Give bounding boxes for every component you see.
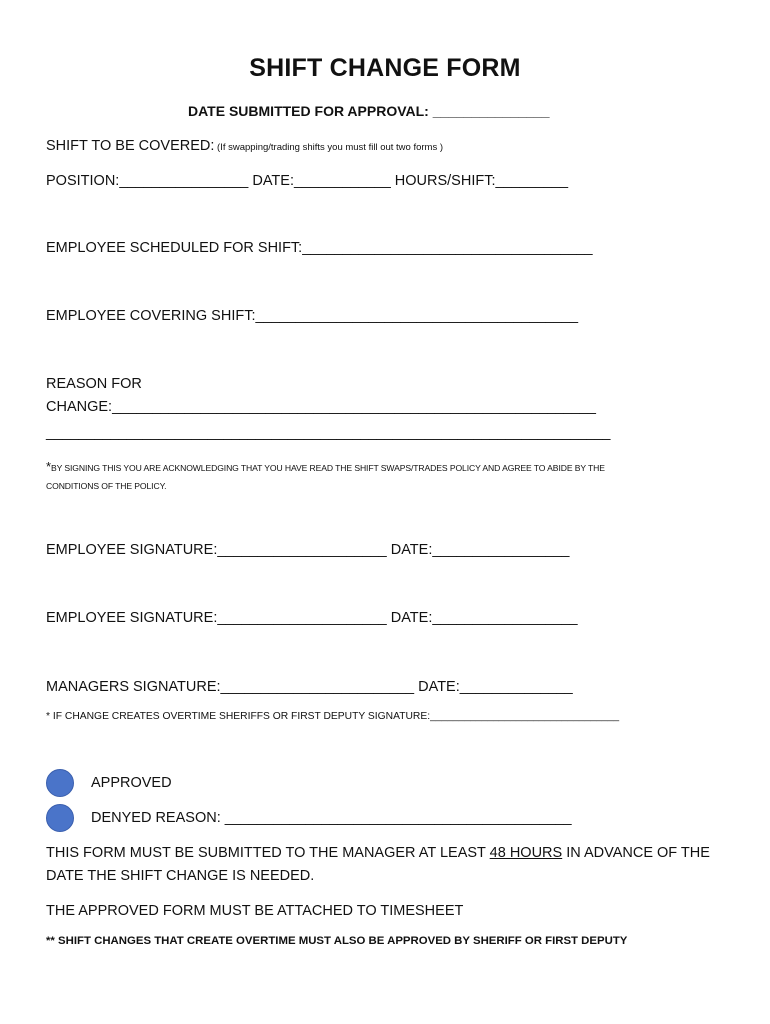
page-title: SHIFT CHANGE FORM	[249, 54, 521, 82]
date-submitted-line: DATE SUBMITTED FOR APPROVAL: _______________	[188, 103, 550, 119]
submit-notice-pre: THIS FORM MUST BE SUBMITTED TO THE MANAGER AT LEAST	[46, 845, 490, 861]
submit-notice-line-1	[46, 845, 710, 861]
manager-signature[interactable]: MANAGERS SIGNATURE:________________________ DATE:______________	[46, 679, 573, 695]
submit-notice-line-2: DATE THE SHIFT CHANGE IS NEEDED.	[46, 868, 315, 884]
overtime-signature[interactable]: * IF CHANGE CREATES OVERTIME SHERIFFS OR FIRST DEPUTY SIGNATURE:_________________________________	[46, 711, 620, 722]
shift-covered-note: (If swapping/trading shifts you must fill out two forms )	[214, 142, 444, 153]
submit-notice-post: IN ADVANCE OF THE	[562, 845, 710, 861]
approved-radio[interactable]	[46, 769, 74, 797]
acknowledgement-line-2: CONDITIONS OF THE POLICY.	[46, 481, 167, 491]
acknowledgement-line-1	[46, 459, 605, 474]
acknowledgement-star: *	[46, 459, 51, 474]
denied-reason-line[interactable]: DENYED REASON: ___________________________________________	[91, 810, 572, 826]
denied-radio[interactable]	[46, 804, 74, 832]
shift-covered-label: SHIFT TO BE COVERED:	[46, 138, 215, 154]
acknowledgement-text-1: BY SIGNING THIS YOU ARE ACKNOWLEDGING THAT YOU HAVE READ THE SHIFT SWAPS/TRADES POLICY AND AGREE TO ABIDE BY THE	[50, 463, 605, 473]
approved-label: APPROVED	[91, 775, 172, 791]
attach-notice: THE APPROVED FORM MUST BE ATTACHED TO TIMESHEET	[46, 903, 464, 919]
employee-scheduled-line[interactable]: EMPLOYEE SCHEDULED FOR SHIFT:____________________________________	[46, 240, 593, 256]
change-reason-line[interactable]: CHANGE:____________________________________________________________	[46, 399, 596, 415]
employee-signature-2[interactable]: EMPLOYEE SIGNATURE:_____________________ DATE:__________________	[46, 610, 578, 626]
reason-label: REASON FOR	[46, 376, 142, 392]
reason-extra-line[interactable]: ______________________________________________________________________	[46, 425, 611, 441]
submit-notice-hours: 48 HOURS	[489, 845, 563, 861]
overtime-approval-note: ** SHIFT CHANGES THAT CREATE OVERTIME MUST ALSO BE APPROVED BY SHERIFF OR FIRST DEPUTY	[46, 935, 628, 947]
employee-covering-line[interactable]: EMPLOYEE COVERING SHIFT:________________________________________	[46, 308, 579, 324]
employee-signature-1[interactable]: EMPLOYEE SIGNATURE:_____________________ DATE:_________________	[46, 542, 570, 558]
position-date-hours-line[interactable]: POSITION:________________ DATE:____________ HOURS/SHIFT:_________	[46, 173, 569, 189]
shift-covered-row	[46, 138, 443, 154]
